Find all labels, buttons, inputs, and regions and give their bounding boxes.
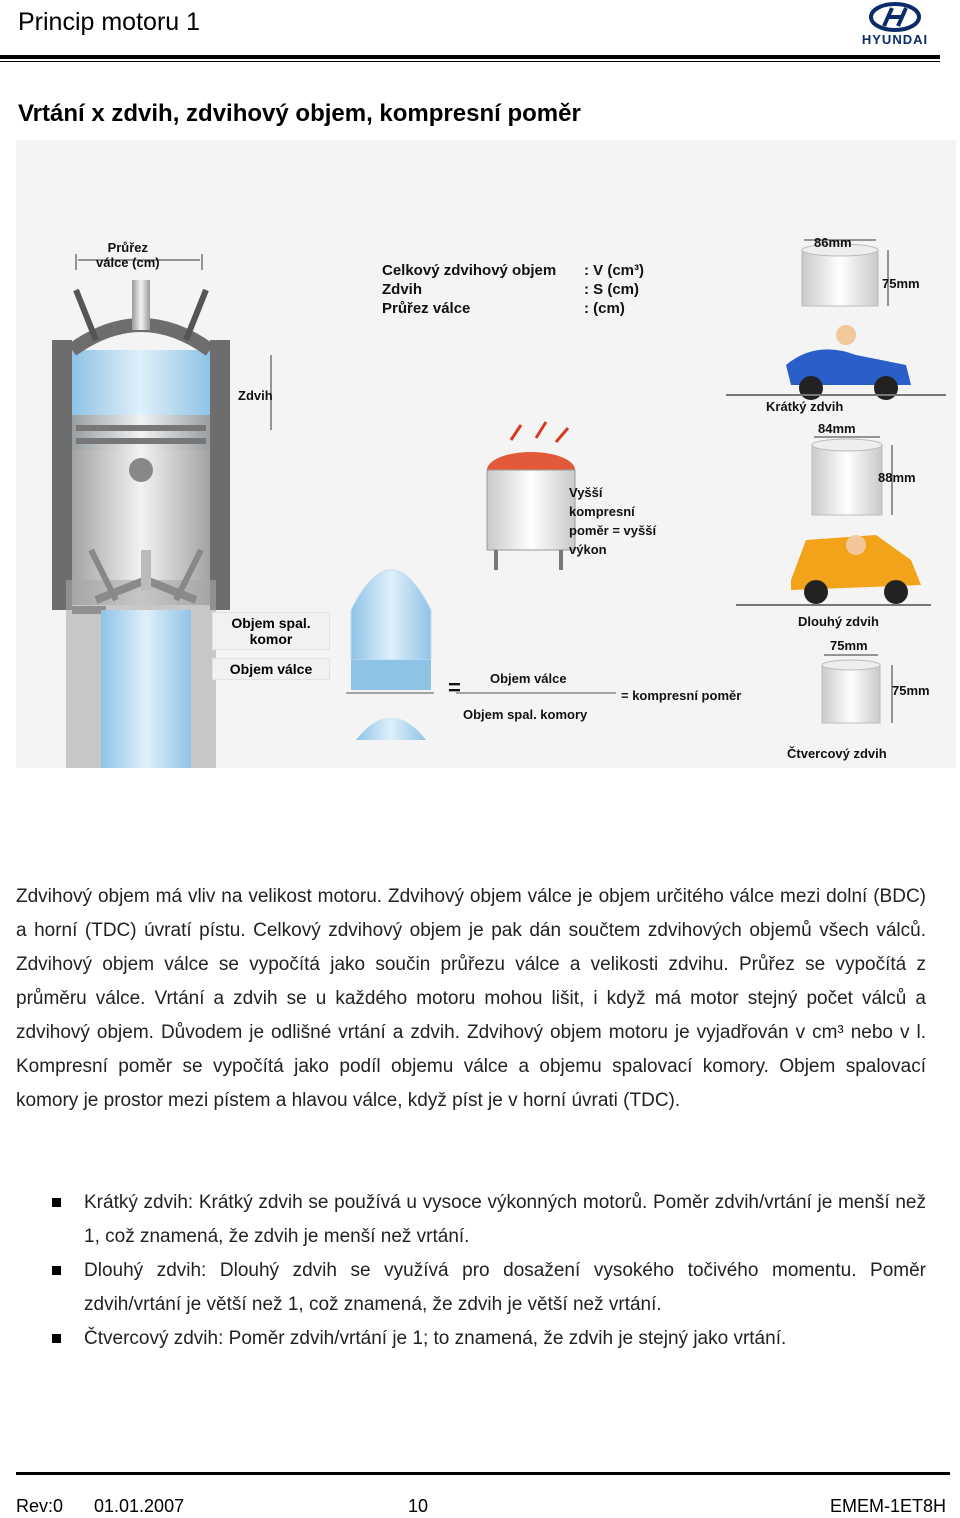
stroke-label: Zdvih — [382, 281, 422, 298]
footer-document-code: EMEM-1ET8H — [830, 1496, 947, 1516]
cross-label: Průřez válce — [382, 300, 471, 317]
square-stroke-illustration — [822, 655, 892, 723]
footer-page-number: 10 — [408, 1496, 429, 1516]
header-rule-thin — [0, 61, 940, 62]
long-stroke-bore: 84mm — [818, 421, 856, 436]
compression-ratio-label: = kompresní poměr — [621, 688, 742, 703]
bullet-list — [16, 1186, 926, 1356]
body-paragraph: Zdvihový objem má vliv na velikost motoru. Zdvihový objem válce je objem určitého válce mezi dolní (BDC) a horní (TDC) úvratí pístu. Celkový zdvihový objem je pak dán součtem zdvihových objemů všech válců. Zdvihový objem válce se vypočítá jako součin průřezu válce a velikosti zdvihu. Průřez se vypočítá z průměru válce. Vrtání a zdvih se u každého motoru mohou lišit, i když má motor stejný počet válců a zdvihový objem. Důvodem je odlišné vrtání a zdvih. Zdvihový objem motoru je vyjadřován v cm³ nebo v l. Kompresní poměr se vypočítá jako podíl objemu válce a objemu spalovací komory. Objem spalovací komory je prostor mezi pístem a hlavou válce, když píst je v horní úvrati (TDC). — [16, 886, 926, 1111]
engine-bottom-cutaway — [66, 550, 216, 768]
list-item — [16, 1322, 926, 1356]
bullet-square-icon — [52, 1334, 61, 1343]
footer-revision: Rev:0 — [16, 1496, 64, 1516]
header-title: Princip motoru 1 — [18, 8, 201, 36]
cylinder-volume-box: Objem válce — [212, 658, 330, 680]
stroke-unit: : S (cm) — [584, 281, 640, 298]
short-stroke-stroke: 75mm — [882, 276, 920, 291]
total-volume-unit: : V (cm³) — [584, 262, 644, 279]
footer-date: 01.01.2007 — [94, 1496, 185, 1516]
long-stroke-stroke: 88mm — [878, 470, 916, 485]
list-item — [16, 1254, 926, 1322]
hyundai-emblem-icon — [848, 2, 942, 32]
bullet-square-icon — [52, 1266, 61, 1275]
higher-compression-label: Vyšší kompresní poměr = vyšší výkon — [569, 485, 657, 557]
bullet-text: Krátký zdvih: Krátký zdvih se používá u vysoce výkonných motorů. Poměr zdvih/vrtání je menší než 1, což znamená, že zdvih je menší než vrtání. — [84, 1192, 926, 1247]
fraction-top-label: Objem válce — [490, 671, 567, 686]
footer-rule — [16, 1472, 950, 1475]
square-stroke-label: Čtvercový zdvih — [787, 746, 887, 761]
brand-name: HYUNDAI — [861, 32, 929, 47]
bullet-square-icon — [52, 1198, 61, 1207]
engine-top-cutaway — [52, 254, 271, 610]
long-stroke-illustration — [736, 437, 931, 605]
total-volume-label: Celkový zdvihový objem — [382, 262, 557, 279]
bullet-text: Dlouhý zdvih: Dlouhý zdvih se využívá pro dosažení vysokého točivého momentu. Poměr zdvih/vrtání je větší než 1, což znamená, že zdvih je větší než vrtání. — [84, 1260, 926, 1315]
section-title: Vrtání x zdvih, zdvihový objem, kompresní poměr — [18, 100, 581, 127]
short-stroke-bore: 86mm — [814, 235, 852, 250]
hyundai-logo — [848, 2, 942, 52]
fraction-bottom-label: Objem spal. komory — [463, 707, 588, 722]
square-stroke-stroke: 75mm — [892, 683, 930, 698]
square-stroke-bore: 75mm — [830, 638, 868, 653]
list-item — [16, 1186, 926, 1254]
cross-unit: : (cm) — [584, 300, 625, 317]
engine-figure — [16, 140, 956, 768]
cross-section-label: Průřez válce (cm) — [96, 240, 160, 270]
long-stroke-label: Dlouhý zdvih — [798, 614, 879, 629]
zdvih-label: Zdvih — [238, 388, 273, 403]
bullet-text: Čtvercový zdvih: Poměr zdvih/vrtání je 1; to znamená, že zdvih je stejný jako vrtání. — [84, 1328, 787, 1349]
chamber-volume-box: Objem spal. komor — [212, 612, 330, 650]
header-rule — [0, 55, 940, 59]
short-stroke-illustration — [726, 240, 946, 400]
piston-mascot — [487, 422, 575, 570]
short-stroke-label: Krátký zdvih — [766, 399, 844, 414]
equals-sign: = — [448, 675, 461, 700]
